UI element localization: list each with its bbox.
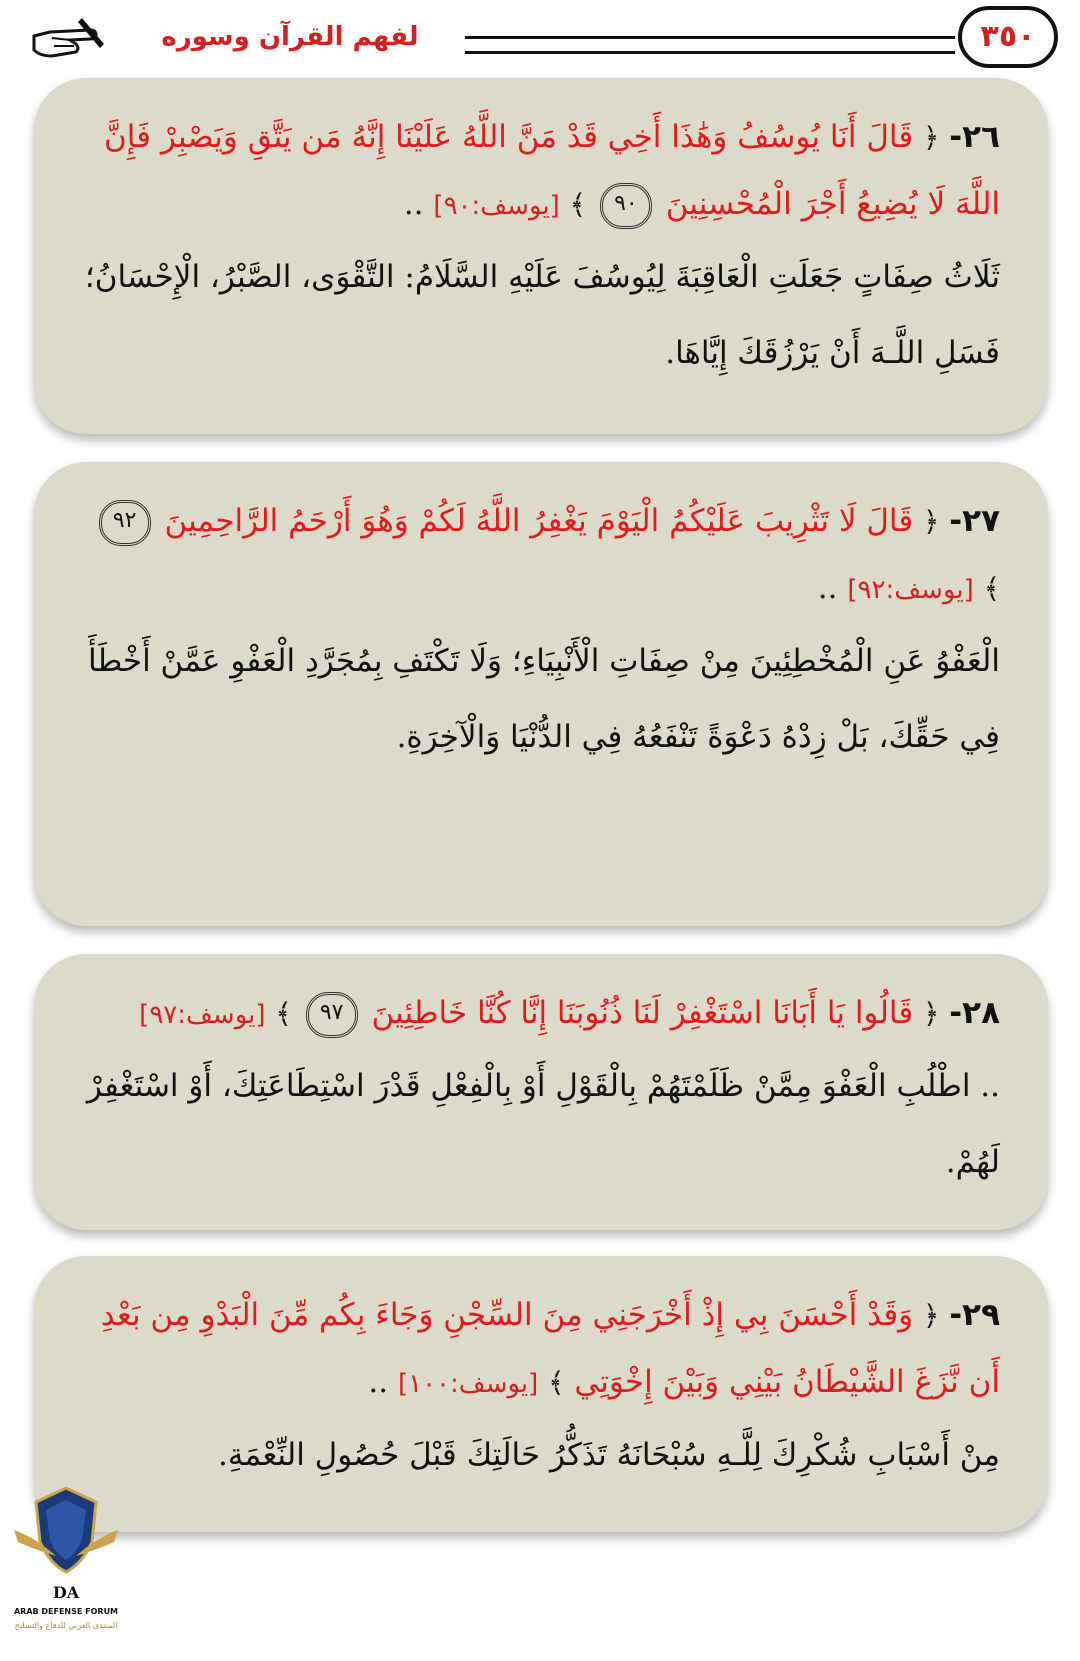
- quran-bracket-open-icon: ﴿: [923, 121, 940, 154]
- verse-number-badge: ٩٢: [99, 500, 151, 546]
- surah-reference: [يوسف:٩٧]: [139, 1000, 266, 1030]
- quran-bracket-close-icon: ﴾: [569, 188, 587, 221]
- commentary-text: الْعَفْوُ عَنِ الْمُخْطِئِينَ مِنْ صِفَاتِ الْأَنْبِيَاءِ؛ وَلَا تَكْتَفِ بِمُجَرَّدِ الْعَفْوِ عَمَّنْ أَخْطَأَ فِي حَقِّكَ، بَلْ زِدْهُ دَعْوَةً تَنْفَعُهُ فِي الدُّنْيَا وَالْآخِرَةِ.: [88, 643, 1000, 755]
- book-title: لفهم القرآن وسوره: [161, 22, 419, 52]
- item-number: ٢٩-: [949, 1297, 1000, 1333]
- verse-line: [82, 1282, 1000, 1417]
- tafsir-card-29: [34, 1256, 1048, 1532]
- verse-number-badge: ٩٧: [306, 992, 358, 1038]
- page-number: ٣٥٠: [958, 6, 1058, 68]
- quran-bracket-close-icon: ﴾: [548, 1366, 565, 1399]
- verse-line: [82, 980, 1000, 1048]
- verse-text: قَالُوا يَا أَبَانَا اسْتَغْفِرْ لَنَا ذُنُوبَنَا إِنَّا كُنَّا خَاطِئِينَ: [371, 995, 914, 1031]
- item-number: ٢٨-: [949, 995, 1000, 1031]
- surah-reference: [يوسف:٩٠]: [433, 191, 560, 221]
- surah-reference: [يوسف:١٠٠]: [397, 1369, 539, 1399]
- quran-bracket-close-icon: ﴾: [983, 572, 1000, 605]
- logo-initials: DA: [52, 1583, 80, 1602]
- item-number: ٢٦-: [949, 119, 1000, 155]
- tafsir-card-28: [34, 954, 1048, 1230]
- quran-bracket-close-icon: ﴾: [275, 997, 292, 1030]
- quran-bracket-open-icon: ﴿: [923, 997, 940, 1030]
- page-header: [0, 0, 1080, 80]
- commentary-text: .. اطْلُبِ الْعَفْوَ مِمَّنْ ظَلَمْتَهُمْ بِالْقَوْلِ أَوْ بِالْفِعْلِ قَدْرَ اسْتِطَاعَتِكَ، أَوْ اسْتَغْفِرْ لَهُمْ.: [86, 1068, 1000, 1180]
- verse-text: قَالَ لَا تَثْرِيبَ عَلَيْكُمُ الْيَوْمَ يَغْفِرُ اللَّهُ لَكُمْ وَهُوَ أَرْحَمُ الرَّاحِمِينَ: [164, 503, 914, 539]
- trailing-dots: ..: [817, 570, 838, 606]
- verse-line: [82, 104, 1000, 239]
- trailing-dots: ..: [368, 1364, 389, 1400]
- header-rule: [465, 36, 955, 54]
- tafsir-card-27: [34, 462, 1048, 926]
- logo-name-arabic: المنتدى العربي للدفاع والتسليح: [14, 1621, 118, 1630]
- surah-reference: [يوسف:٩٢]: [847, 575, 974, 605]
- tafsir-card-26: [34, 78, 1048, 434]
- verse-number-badge: ٩٠: [600, 183, 652, 229]
- verse-text: وَقَدْ أَحْسَنَ بِي إِذْ أَخْرَجَنِي مِنَ السِّجْنِ وَجَاءَ بِكُم مِّنَ الْبَدْوِ مِن بَعْدِ أَن نَّزَغَ الشَّيْطَانُ بَيْنِي وَبَيْنَ إِخْوَتِي: [100, 1297, 1000, 1400]
- verse-line: [82, 488, 1000, 623]
- arab-defense-forum-logo: [6, 1480, 126, 1656]
- writing-hand-icon: [30, 14, 110, 64]
- commentary-text: مِنْ أَسْبَابِ شُكْرِكَ لِلَّـهِ سُبْحَانَهُ تَذَكُّرُ حَالَتِكَ قَبْلَ حُصُولِ النِّعْمَةِ.: [218, 1437, 1000, 1473]
- quran-bracket-open-icon: ﴿: [923, 505, 940, 538]
- trailing-dots: ..: [403, 186, 424, 222]
- item-number: ٢٧-: [949, 503, 1000, 539]
- logo-name-english: ARAB DEFENSE FORUM: [13, 1607, 119, 1616]
- verse-text: قَالَ أَنَا يُوسُفُ وَهَٰذَا أَخِي قَدْ مَنَّ اللَّهُ عَلَيْنَا إِنَّهُ مَن يَتَّقِ وَيَصْبِرْ فَإِنَّ اللَّهَ لَا يُضِيعُ أَجْرَ الْمُحْسِنِينَ: [104, 119, 1000, 222]
- commentary-text: ثَلَاثُ صِفَاتٍ جَعَلَتِ الْعَاقِبَةَ لِيُوسُفَ عَلَيْهِ السَّلَامُ: التَّقْوَى، الصَّبْرُ، الْإِحْسَانُ؛ فَسَلِ اللَّـهَ أَنْ يَرْزُقَكَ إِيَّاهَا.: [84, 259, 1000, 371]
- quran-bracket-open-icon: ﴿: [923, 1299, 940, 1332]
